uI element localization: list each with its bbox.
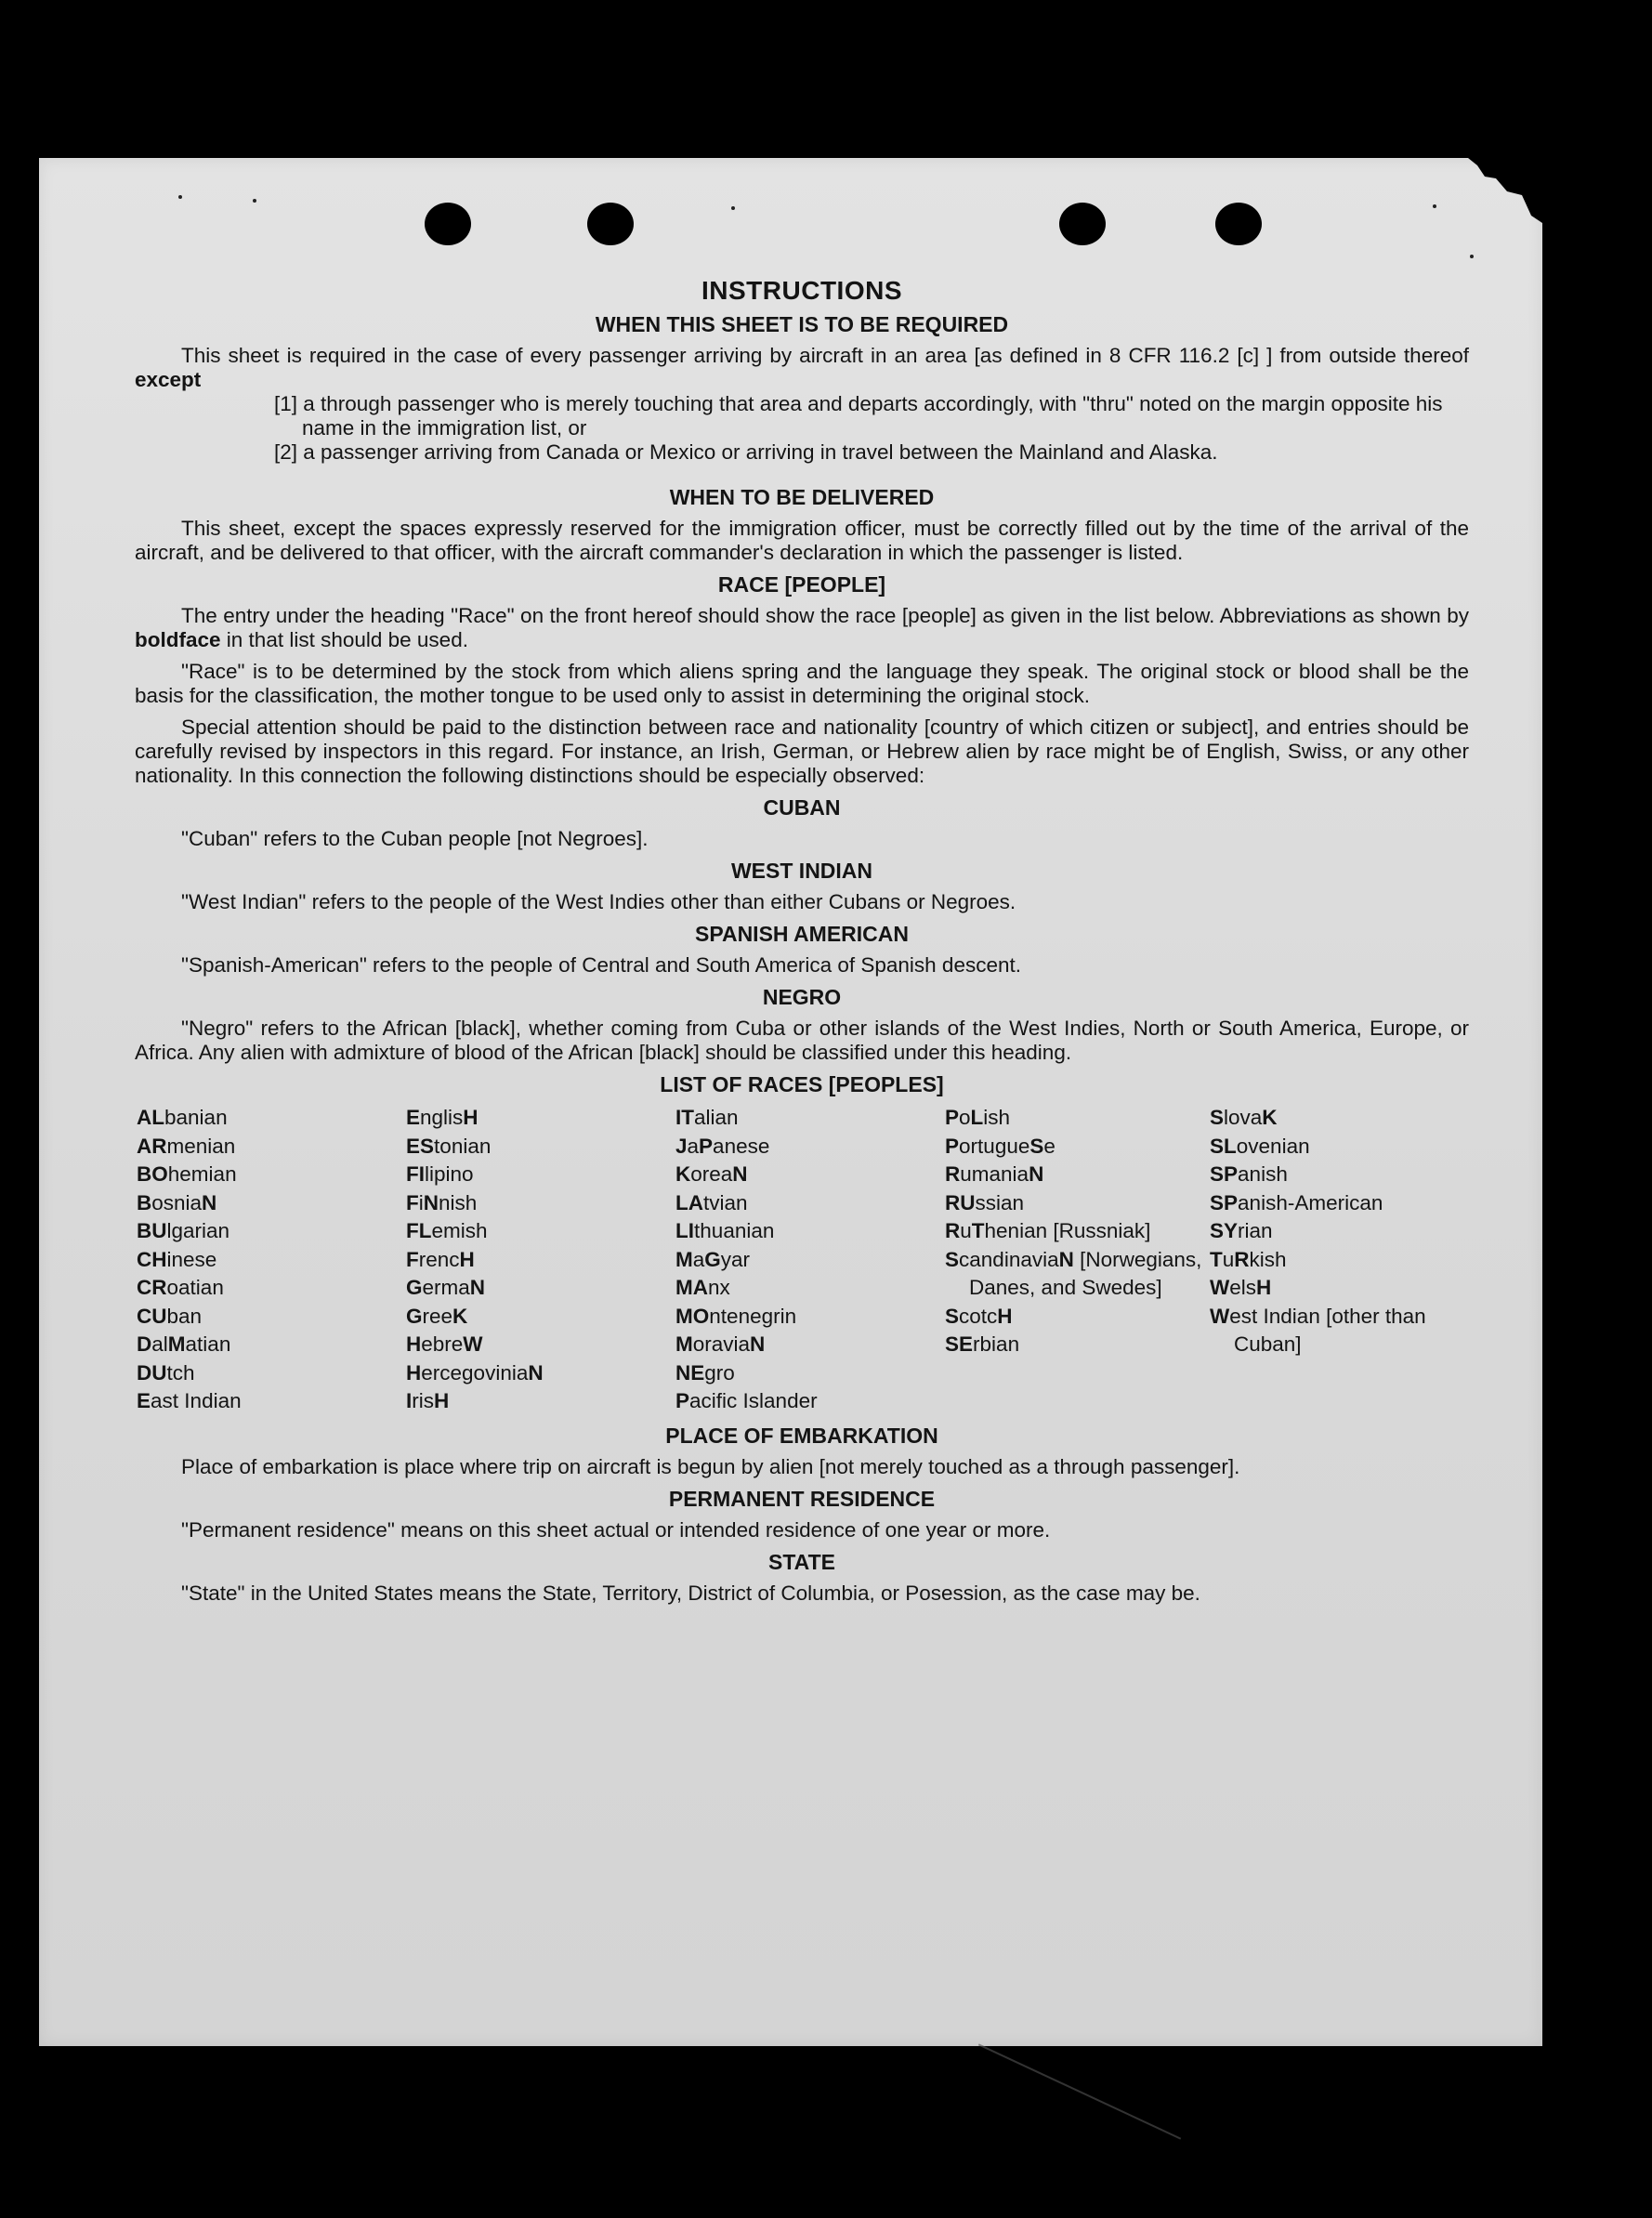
spanish-american-text: "Spanish-American" refers to the people of Central and South America of Spanish descent. (181, 953, 1021, 977)
race-item: SPanish-American (1210, 1190, 1383, 1214)
race-item: DUtch (137, 1360, 195, 1385)
heading-embarkation: PLACE OF EMBARKATION (665, 1423, 938, 1448)
race-item: JaPanese (675, 1134, 770, 1158)
races-column-4 (945, 1104, 1210, 1416)
race-item: MOntenegrin (675, 1304, 797, 1328)
race-item: RumaniaN (945, 1162, 1044, 1186)
race-item: FrencH (406, 1247, 475, 1271)
race-paragraph-3: Special attention should be paid to the distinction between race and nationality [country of which citizen or subject], and entries should be carefully revised by inspectors in this regard. For instance, an Irish, German, or Hebrew alien by race might be of English, Swiss, or any other nationality. In this connection the following distinctions should be especially observed: (135, 715, 1469, 787)
negro-text: "Negro" refers to the African [black], whether coming from Cuba or other islands of the West Indies, North or South America, Europe, or Africa. Any alien with admixture of blood of the African [black] should be classified under this heading. (135, 1017, 1469, 1064)
heading-race: RACE [PEOPLE] (717, 572, 886, 597)
race-item: HercegoviniaN (406, 1360, 544, 1385)
heading-spanish-american: SPANISH AMERICAN (694, 922, 909, 946)
speck (731, 206, 735, 210)
race-item: TuRkish (1210, 1247, 1287, 1271)
heading-state: STATE (768, 1549, 835, 1574)
race-item: HebreW (406, 1332, 483, 1356)
required-item-1: [1] a through passenger who is merely touching that area and departs accordingly, with "thru" noted on the margin opposite his name in the immigration list, or (274, 392, 1443, 440)
race-item: GreeK (406, 1304, 468, 1328)
cuban-text: "Cuban" refers to the Cuban people [not Negroes]. (181, 827, 649, 850)
race-item: EStonian (406, 1134, 492, 1158)
race-item: PortugueSe (945, 1134, 1055, 1158)
race-item: BosniaN (137, 1190, 217, 1214)
races-column-5 (1210, 1104, 1470, 1416)
punch-hole (1215, 203, 1262, 245)
embarkation-text: Place of embarkation is place where trip on aircraft is begun by alien [not merely touched as a through passenger]. (181, 1454, 1240, 1478)
race-item: CHinese (137, 1247, 217, 1271)
race-item: FLemish (406, 1219, 488, 1242)
heading-west-indian: WEST INDIAN (730, 859, 873, 883)
torn-corner (1412, 158, 1542, 223)
race-item: MoraviaN (675, 1332, 766, 1356)
race-item: Pacific Islander (675, 1389, 818, 1412)
punch-hole (587, 203, 634, 245)
race-item: NEgro (675, 1360, 735, 1385)
heading-when-required: WHEN THIS SHEET IS TO BE REQUIRED (595, 312, 1009, 336)
race-item: SLovenian (1210, 1134, 1310, 1158)
race-item: FIlipino (406, 1162, 474, 1186)
delivered-text: This sheet, except the spaces expressly reserved for the immigration officer, must be correctly filled out by the time of the arrival of the aircraft, and be delivered to that officer, with the aircraft commander's declaration in which the passenger is listed. (135, 517, 1469, 564)
race-paragraph-1: The entry under the heading "Race" on the front hereof should show the race [people] as given in the list below. Abbreviations as shown by boldface in that list should be used. (135, 604, 1469, 651)
speck (1433, 204, 1436, 208)
heading-list-of-races: LIST OF RACES [PEOPLES] (660, 1072, 944, 1096)
race-item: ITalian (675, 1106, 739, 1129)
speck (253, 199, 256, 203)
race-item: WelsH (1210, 1276, 1272, 1299)
speck (1470, 255, 1474, 258)
heading-negro: NEGRO (762, 985, 842, 1009)
punch-hole (1059, 203, 1106, 245)
race-item: MaGyar (675, 1247, 751, 1271)
pen-stroke (978, 2043, 1181, 2139)
race-item: West Indian [other than Cuban] (1210, 1304, 1426, 1356)
residence-text: "Permanent residence" means on this sheet actual or intended residence of one year or more. (181, 1517, 1051, 1542)
race-item: ALbanian (137, 1106, 228, 1129)
race-item: PoLish (945, 1106, 1011, 1129)
document-sheet (39, 158, 1542, 2046)
race-item: LAtvian (675, 1190, 748, 1214)
race-item: GermaN (406, 1276, 486, 1299)
race-item: East Indian (137, 1389, 242, 1412)
required-item-2: [2] a passenger arriving from Canada or Mexico or arriving in travel between the Mainland and Alaska. (274, 440, 1218, 464)
state-text: "State" in the United States means the State, Territory, District of Columbia, or Posession, as the case may be. (181, 1581, 1200, 1605)
race-item: RuThenian [Russniak] (945, 1219, 1151, 1242)
race-item: FiNnish (406, 1190, 478, 1214)
races-column-3 (675, 1104, 945, 1416)
heading-permanent-residence: PERMANENT RESIDENCE (668, 1486, 936, 1511)
race-item: ScandinaviaN [Norwegians, Danes, and Swedes] (945, 1247, 1202, 1299)
page-title: INSTRUCTIONS (701, 276, 902, 305)
races-column-2 (406, 1104, 675, 1416)
instructions-content (135, 276, 1469, 1606)
race-item: EnglisH (406, 1106, 479, 1129)
race-item: LIthuanian (675, 1219, 775, 1242)
race-item: DalMatian (137, 1332, 231, 1356)
race-item: SPanish (1210, 1162, 1288, 1186)
race-item: IrisH (406, 1389, 450, 1412)
race-item: SYrian (1210, 1219, 1273, 1242)
heading-cuban: CUBAN (763, 795, 841, 820)
race-paragraph-2: "Race" is to be determined by the stock from which aliens spring and the language they speak. The original stock or blood shall be the basis for the classification, the mother tongue to be used only to assist in determining the original stock. (135, 660, 1469, 707)
race-item: KoreaN (675, 1162, 748, 1186)
race-item: SlovaK (1210, 1106, 1278, 1129)
race-item: CUban (137, 1304, 203, 1328)
punch-hole (425, 203, 471, 245)
race-item: ScotcH (945, 1304, 1013, 1328)
race-item: MAnx (675, 1276, 730, 1299)
required-intro: This sheet is required in the case of every passenger arriving by aircraft in an area [as defined in 8 CFR 116.2 [c] ] from outside thereof except (135, 344, 1469, 391)
races-column-1 (137, 1104, 406, 1416)
races-list (137, 1104, 1469, 1416)
west-indian-text: "West Indian" refers to the people of the West Indies other than either Cubans or Negroes. (181, 890, 1016, 913)
race-item: SErbian (945, 1332, 1020, 1356)
race-item: BOhemian (137, 1162, 237, 1186)
race-item: BUlgarian (137, 1219, 230, 1242)
race-item: RUssian (945, 1190, 1025, 1214)
speck (178, 195, 182, 199)
race-item: ARmenian (137, 1134, 236, 1158)
race-item: CRoatian (137, 1276, 224, 1299)
heading-when-delivered: WHEN TO BE DELIVERED (669, 485, 935, 509)
